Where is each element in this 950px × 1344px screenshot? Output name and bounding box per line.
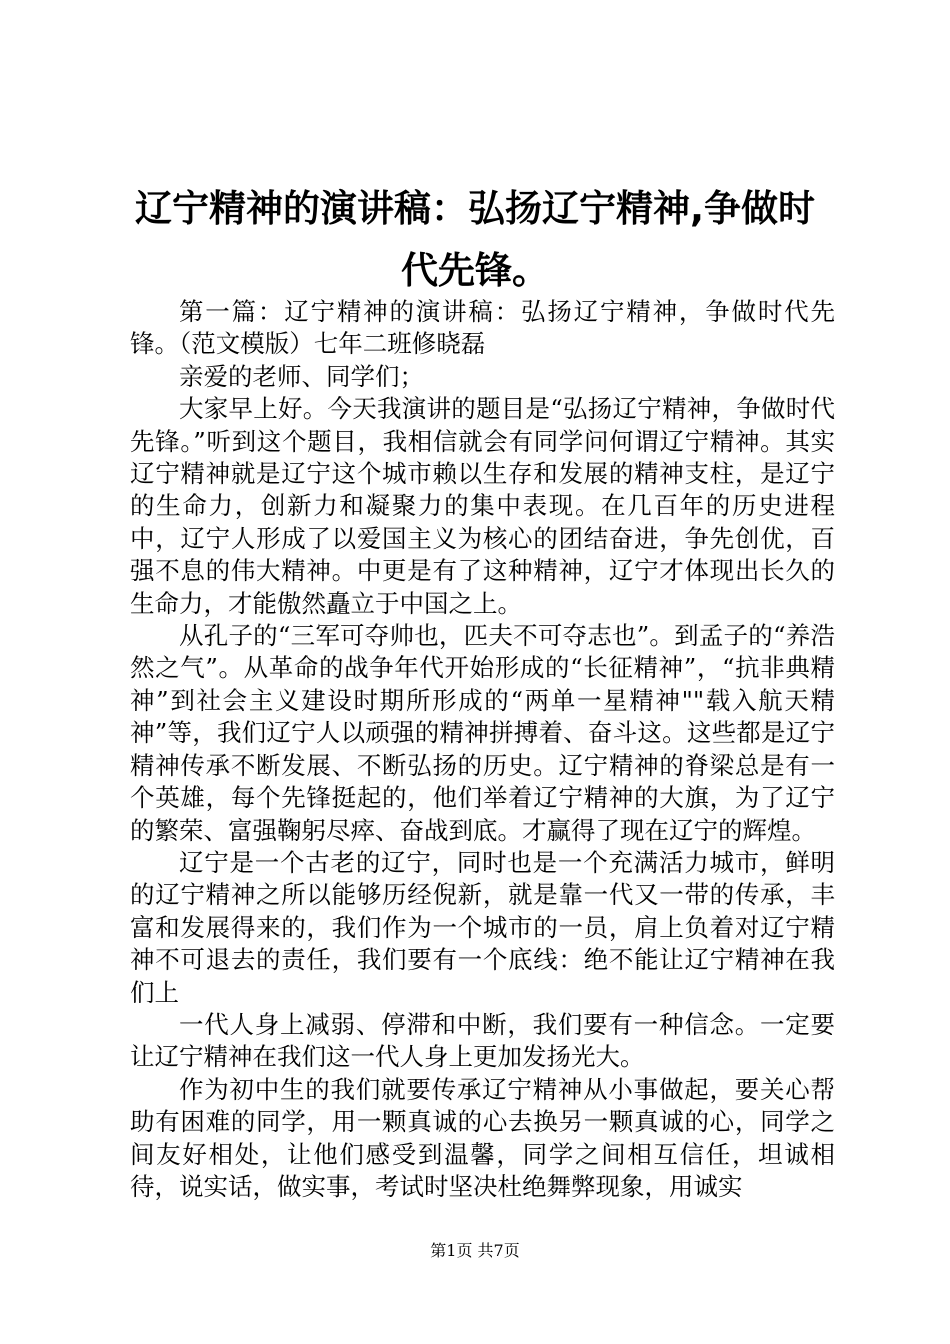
paragraph-7: 作为初中生的我们就要传承辽宁精神从小事做起，要关心帮助有困难的同学，用一颗真诚的心去换另一颗真诚的心，同学之间友好相处，让他们感受到温馨，同学之间相互信任，坦诚相待，说实话，做实事，考试时坚决杜绝舞弊现象，用诚实 (130, 1074, 835, 1201)
paragraph-3: 大家早上好。今天我演讲的题目是“弘扬辽宁精神，争做时代先锋。”听到这个题目，我相信就会有同学问何谓辽宁精神。其实辽宁精神就是辽宁这个城市赖以生存和发展的精神支柱，是辽宁的生命力，创新力和凝聚力的集中表现。在几百年的历史进程中，辽宁人形成了以爱国主义为核心的团结奋进，争先创优，百强不息的伟大精神。中更是有了这种精神，辽宁才体现出长久的生命力，才能傲然矗立于中国之上。 (130, 394, 835, 618)
page-number-footer: 第1页 共7页 (430, 1241, 520, 1260)
paragraph-6: 一代人身上减弱、停滞和中断，我们要有一种信念。一定要让辽宁精神在我们这一代人身上更加发扬光大。 (130, 1009, 835, 1072)
document-body (130, 296, 835, 1203)
paragraph-2: 亲爱的老师、同学们； (179, 361, 424, 391)
paragraph-5: 辽宁是一个古老的辽宁，同时也是一个充满活力城市，鲜明的辽宁精神之所以能够历经倪新，就是靠一代又一带的传承，丰富和发展得来的，我们作为一个城市的一员，肩上负着对辽宁精神不可退去的责任，我们要有一个底线：绝不能让辽宁精神在我们上 (130, 847, 835, 1007)
paragraph-4: 从孔子的“三军可夺帅也，匹夫不可夺志也”。到孟子的“养浩然之气”。从革命的战争年代开始形成的“长征精神”，“抗非典精神”到社会主义建设时期所形成的“两单一星精神""载入航天精神”等，我们辽宁人以顽强的精神拼搏着、奋斗这。这些都是辽宁精神传承不断发展、不断弘扬的历史。辽宁精神的脊梁总是有一个英雄，每个先锋挺起的，他们举着辽宁精神的大旗，为了辽宁的繁荣、富强鞠躬尽瘁、奋战到底。才赢得了现在辽宁的辉煌。 (130, 621, 835, 845)
page-title: 辽宁精神的演讲稿：弘扬辽宁精神,争做时代先锋。 (134, 187, 816, 292)
paragraph-1: 第一篇：辽宁精神的演讲稿：弘扬辽宁精神，争做时代先锋。（范文模版）七年二班修晓磊 (130, 297, 835, 359)
